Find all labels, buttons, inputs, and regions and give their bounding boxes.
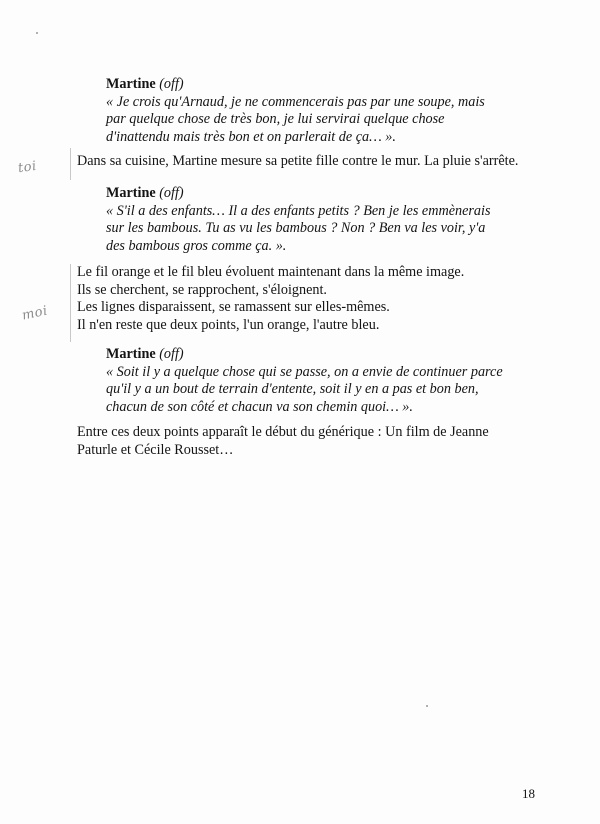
margin-bracket <box>70 264 71 342</box>
quote-line: « Soit il y a quelque chose qui se passe, on a envie de continuer parce <box>106 363 503 380</box>
narration-line: Il n'en reste que deux points, l'un orange, l'autre bleu. <box>77 316 380 333</box>
speaker-tag: (off) <box>159 346 184 362</box>
margin-note-toi: toi <box>17 158 38 177</box>
quote-line: qu'il y a un bout de terrain d'entente, soit il y en a pas et bon ben, <box>106 381 479 398</box>
margin-note-moi: moi <box>20 303 50 324</box>
page-number: 18 <box>522 786 535 801</box>
dialogue-block-3 <box>106 346 524 416</box>
scan-speck <box>426 705 428 707</box>
speaker-name <box>106 76 524 94</box>
speaker-tag: (off) <box>159 76 184 92</box>
scan-speck <box>36 32 38 34</box>
dialogue-block-1 <box>106 76 524 146</box>
dialogue-quote <box>106 364 524 417</box>
quote-line: chacun de son côté et chacun va son chemin quoi… ». <box>106 398 413 415</box>
quote-line: des bambous gros comme ça. ». <box>106 237 287 254</box>
speaker-name <box>106 185 524 203</box>
speaker-label: Martine <box>106 185 156 201</box>
speaker-label: Martine <box>106 76 156 92</box>
narration-block-3 <box>77 424 526 459</box>
narration-line: Les lignes disparaissent, se ramassent sur elles-mêmes. <box>77 299 390 316</box>
quote-line: d'inattendu mais très bon et on parlerait de ça… ». <box>106 128 396 145</box>
speaker-label: Martine <box>106 346 156 362</box>
narration-line: Entre ces deux points apparaît le début du générique : Un film de Jeanne <box>77 424 489 440</box>
speaker-name <box>106 346 524 364</box>
narration-line: Ils se cherchent, se rapprochent, s'éloignent. <box>77 281 327 298</box>
dialogue-block-2 <box>106 185 524 255</box>
quote-line: sur les bambous. Tu as vu les bambous ? Non ? Ben va les voir, y'a <box>106 220 486 237</box>
quote-line: « S'il a des enfants… Il a des enfants petits ? Ben je les emmènerais <box>106 202 491 219</box>
quote-line: « Je crois qu'Arnaud, je ne commencerais pas par une soupe, mais <box>106 93 485 110</box>
dialogue-quote <box>106 203 524 256</box>
narration-line: Le fil orange et le fil bleu évoluent maintenant dans la même image. <box>77 264 465 280</box>
dialogue-quote <box>106 94 524 147</box>
margin-bracket <box>70 148 71 180</box>
quote-line: par quelque chose de très bon, je lui servirai quelque chose <box>106 111 445 128</box>
narration-block-1 <box>77 153 526 171</box>
narration-block-2 <box>77 264 526 334</box>
speaker-tag: (off) <box>159 185 184 201</box>
narration-line: Dans sa cuisine, Martine mesure sa petite fille contre le mur. La pluie s'arrête. <box>77 153 519 169</box>
narration-line: Paturle et Cécile Rousset… <box>77 441 234 458</box>
